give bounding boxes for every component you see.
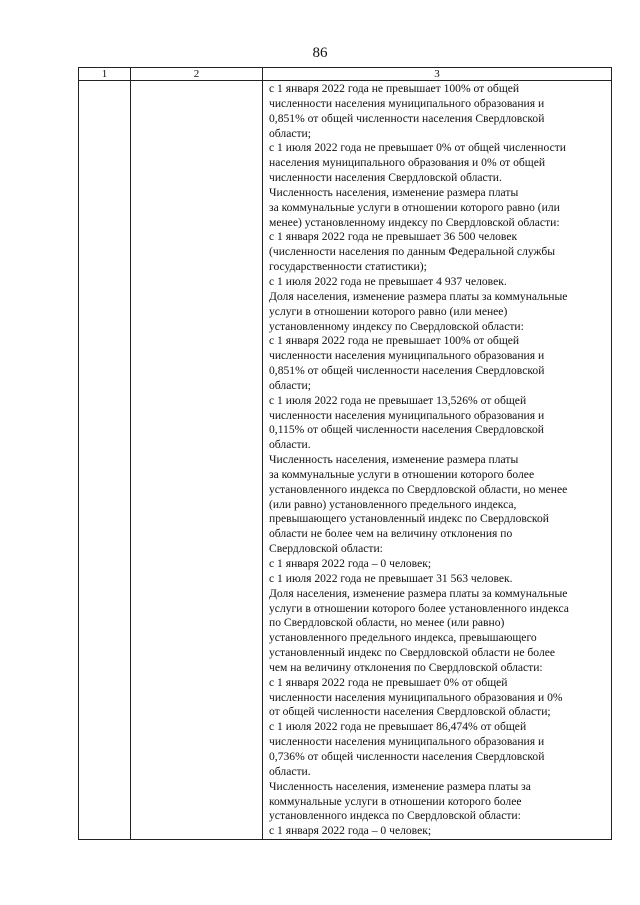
text-line: услуги в отношении которого более установленного индекса bbox=[269, 601, 569, 615]
column-header-2: 2 bbox=[131, 68, 263, 81]
column-header-3: 3 bbox=[263, 68, 612, 81]
text-line: (или равно) установленного предельного индекса, bbox=[269, 497, 517, 511]
text-line: Численность населения, изменение размера платы bbox=[269, 453, 519, 467]
text-line: по Свердловской области, но менее (или равно) bbox=[269, 616, 505, 630]
text-line: с 1 января 2022 года – 0 человек; bbox=[269, 557, 432, 570]
text-line: 0,736% от общей численности населения Свердловской bbox=[269, 749, 545, 763]
text-line: численности населения муниципального образования и 0% bbox=[269, 690, 563, 704]
text-line: с 1 января 2022 года не превышает 0% от общей bbox=[269, 675, 508, 689]
text-line: Доля населения, изменение размера платы за коммунальные bbox=[269, 586, 568, 600]
column-header-1: 1 bbox=[79, 68, 131, 81]
text-line: области. bbox=[269, 438, 311, 452]
document-table bbox=[78, 67, 612, 840]
text-line: населения муниципального образования и 0% от общей bbox=[269, 156, 546, 170]
page-number: 86 bbox=[312, 45, 328, 61]
column-1-cell bbox=[79, 81, 131, 840]
text-line: с 1 июля 2022 года не превышает 4 937 человек. bbox=[269, 274, 507, 288]
text-line: за коммунальные услуги в отношении которого более bbox=[269, 467, 535, 481]
text-line: Численность населения, изменение размера платы bbox=[269, 185, 519, 199]
text-line: установленного индекса по Свердловской области: bbox=[269, 809, 521, 823]
text-line: Доля населения, изменение размера платы за коммунальные bbox=[269, 289, 568, 303]
text-line: с 1 июля 2022 года не превышает 86,474% от общей bbox=[269, 720, 527, 734]
text-line: установленному индексу по Свердловской области: bbox=[269, 319, 524, 333]
text-line: с 1 июля 2022 года не превышает 13,526% от общей bbox=[269, 393, 527, 407]
text-line: государственности статистики); bbox=[269, 260, 427, 274]
text-line: установленного индекса по Свердловской области, но менее bbox=[269, 482, 568, 496]
text-line: Свердловской области: bbox=[269, 542, 383, 556]
column-3-text-cell bbox=[263, 81, 612, 840]
text-line: области. bbox=[269, 764, 311, 778]
text-line: 0,851% от общей численности населения Свердловской bbox=[269, 111, 545, 125]
text-line: численности населения муниципального образования и bbox=[269, 349, 545, 363]
text-line: установленного предельного индекса, превышающего bbox=[269, 631, 537, 645]
text-line: от общей численности населения Свердловской области; bbox=[269, 705, 551, 719]
text-line: чем на величину отклонения по Свердловской области: bbox=[269, 660, 543, 674]
table-row bbox=[79, 81, 612, 840]
text-line: 0,115% от общей численности населения Свердловской bbox=[269, 423, 544, 437]
text-line: коммунальные услуги в отношении которого более bbox=[269, 794, 522, 808]
text-line: области не более чем на величину отклонения по bbox=[269, 527, 513, 541]
text-line: 0,851% от общей численности населения Свердловской bbox=[269, 364, 545, 378]
text-line: менее) установленному индексу по Свердловской области: bbox=[269, 215, 560, 229]
text-line: области; bbox=[269, 126, 311, 140]
table-header-row bbox=[79, 68, 612, 81]
text-line: с 1 января 2022 года не превышает 100% от общей bbox=[269, 334, 520, 348]
text-line: численности населения муниципального образования и bbox=[269, 96, 545, 110]
text-line: с 1 июля 2022 года не превышает 31 563 человек. bbox=[269, 571, 513, 585]
text-line: численности населения муниципального образования и bbox=[269, 408, 545, 422]
text-line: численности населения муниципального образования и bbox=[269, 735, 545, 749]
text-line: с 1 января 2022 года не превышает 36 500 человек bbox=[269, 230, 518, 244]
text-line: Численность населения, изменение размера платы за bbox=[269, 779, 531, 793]
text-line: численности населения Свердловской области. bbox=[269, 171, 502, 185]
text-line: превышающего установленный индекс по Свердловской bbox=[269, 512, 549, 526]
text-line: (численности населения по данным Федеральной службы bbox=[269, 245, 556, 259]
text-line: установленный индекс по Свердловской области не более bbox=[269, 646, 556, 660]
text-line: области; bbox=[269, 378, 311, 392]
column-2-cell bbox=[131, 81, 263, 840]
text-line: за коммунальные услуги в отношении которого равно (или bbox=[269, 200, 560, 214]
text-line: услуги в отношении которого равно (или менее) bbox=[269, 304, 508, 318]
text-line: с 1 июля 2022 года не превышает 0% от общей численности bbox=[269, 141, 566, 155]
text-line: с 1 января 2022 года не превышает 100% от общей bbox=[269, 82, 520, 95]
text-line: с 1 января 2022 года – 0 человек; bbox=[269, 824, 432, 838]
